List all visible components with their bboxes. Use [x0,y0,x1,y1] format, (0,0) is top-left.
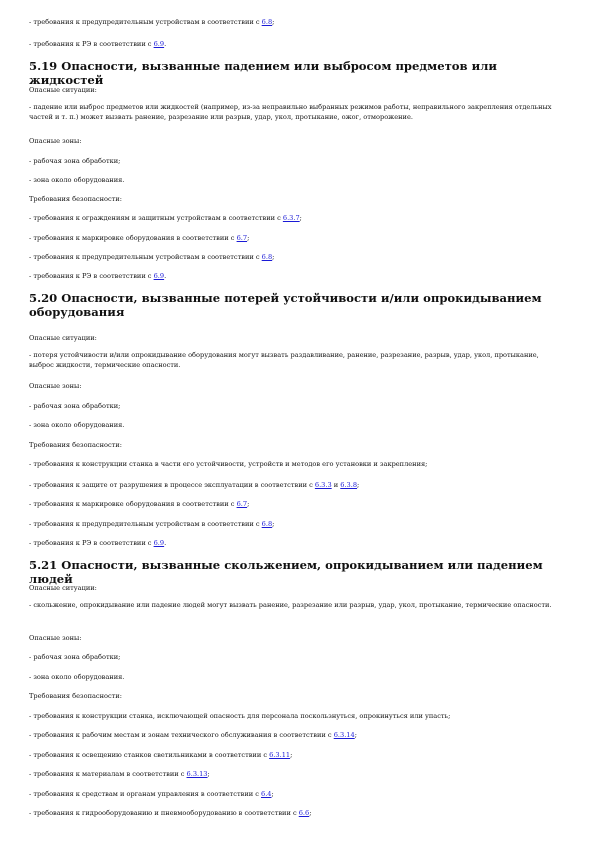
line-punctuation: ; [357,481,360,489]
section-reference-link[interactable]: 6.9 [153,40,165,48]
line-text: Опасные зоны: [29,634,82,642]
line-text: и [331,481,341,489]
section-reference-link[interactable]: 6.9 [153,539,165,547]
line-text: - требования к средствам и органам управления в соответствии с [29,790,261,798]
text-line [29,334,571,344]
hazard-description: - скольжение, опрокидывание или падение людей могут вызвать ранение, разрезание или разрыв, удар, укол, протыкание, термические опасности. [29,601,552,609]
section-reference-link[interactable]: 6.9 [153,272,165,280]
text-line [29,18,571,28]
text-line [29,520,571,530]
line-text: - требования к материалам в соответствии с [29,770,187,778]
line-text: - требования к маркировке оборудования в соответствии с [29,500,237,508]
text-line [29,214,571,224]
section-reference-link[interactable]: 6.3.11 [269,751,291,759]
text-line [29,272,571,282]
text-line [29,253,571,263]
line-punctuation: ; [272,520,275,528]
line-text: - зона около оборудования. [29,673,125,681]
line-text: Опасные ситуации: [29,334,97,342]
text-line [29,176,571,186]
section-reference-link[interactable]: 6.7 [236,500,248,508]
line-punctuation: ; [247,234,250,242]
text-line [29,673,571,683]
text-line [29,634,571,644]
line-text: - требования к конструкции станка в части его устойчивости, устройств и методов его установки и закрепления; [29,460,428,468]
line-text: - зона около оборудования. [29,421,125,429]
section-reference-link[interactable]: 6.7 [236,234,248,242]
line-punctuation: ; [207,770,210,778]
line-text: Требования безопасности: [29,441,122,449]
line-text: - требования к освещению станков светильниками в соответствии с [29,751,270,759]
line-text: - рабочая зона обработки; [29,653,121,661]
text-line [29,751,571,761]
line-text: Опасные зоны: [29,137,82,145]
text-line [29,402,571,412]
line-text: - требования к гидрооборудованию и пневмооборудованию в соответствии с [29,809,299,817]
line-text: - требования к РЭ в соответствии с [29,539,154,547]
text-line [29,382,571,392]
line-text: - требования к предупредительным устройствам в соответствии с [29,18,262,26]
line-punctuation: . [164,272,167,280]
line-text: - рабочая зона обработки; [29,402,121,410]
section-reference-link[interactable]: 6.3.7 [282,214,300,222]
line-text: - требования к конструкции станка, исключающей опасность для персонала поскользнуться, опрокинуться или упасть; [29,712,451,720]
line-text: - зона около оборудования. [29,176,125,184]
line-text: - требования к рабочим местам и зонам технического обслуживания в соответствии с [29,731,334,739]
line-text: - рабочая зона обработки; [29,157,121,165]
line-text: Опасные ситуации: [29,86,97,94]
section-heading: 5.20 Опасности, вызванные потерей устойчивости и/или опрокидыванием оборудования [29,291,542,319]
line-punctuation: ; [299,214,302,222]
section-heading: 5.19 Опасности, вызванные падением или выбросом предметов или жидкостей [29,59,497,87]
line-text: Требования безопасности: [29,195,122,203]
text-line [29,712,571,722]
line-text: - требования к защите от разрушения в процессе эксплуатации в соответствии с [29,481,315,489]
line-text: - требования к маркировке оборудования в соответствии с [29,234,237,242]
text-line [29,86,571,96]
section-heading: 5.21 Опасности, вызванные скольжением, опрокидыванием или падением людей [29,558,543,586]
section-reference-link[interactable]: 6.8 [261,253,273,261]
line-punctuation: ; [272,253,275,261]
text-line [29,441,571,451]
line-punctuation: ; [247,500,250,508]
text-line [29,790,571,800]
text-line [29,421,571,431]
text-line [29,195,571,205]
section-reference-link[interactable]: 6.4 [261,790,272,798]
section-reference-link[interactable]: 6.8 [261,18,273,26]
line-punctuation: ; [354,731,357,739]
section-reference-link[interactable]: 6.3.14 [333,731,355,739]
text-line [29,137,571,147]
line-text: - требования к предупредительным устройствам в соответствии с [29,520,262,528]
line-punctuation: ; [309,809,312,817]
line-punctuation: ; [290,751,293,759]
text-line [29,692,571,702]
text-line [29,500,571,510]
section-reference-link[interactable]: 6.3.3 [314,481,332,489]
text-line [29,539,571,549]
hazard-description: - потеря устойчивости и/или опрокидывание оборудования могут вызвать раздавливание, ранение, разрезание, разрыв, удар, укол, протыкание, выброс жидкости, термические опасности. [29,351,539,369]
text-line [29,460,571,470]
line-text: Требования безопасности: [29,692,122,700]
line-text: - требования к РЭ в соответствии с [29,272,154,280]
section-reference-link[interactable]: 6.3.8 [340,481,358,489]
text-line [29,653,571,663]
line-text: Опасные зоны: [29,382,82,390]
hazard-description: - падение или выброс предметов или жидкостей (например, из-за неправильно выбранных режимов работы, неправильного закрепления отдельных частей и т. п.) может вызвать ранение, разрезание или разрыв, удар, укол, протыкание, ожог, отморожение. [29,103,552,121]
line-text: - требования к РЭ в соответствии с [29,40,154,48]
line-text: - требования к ограждениям и защитным устройствам в соответствии с [29,214,283,222]
text-line [29,157,571,167]
section-reference-link[interactable]: 6.6 [298,809,310,817]
line-punctuation: . [164,40,167,48]
line-text: - требования к предупредительным устройствам в соответствии с [29,253,262,261]
section-reference-link[interactable]: 6.3.13 [186,770,208,778]
line-punctuation: ; [271,790,274,798]
line-punctuation: . [164,539,167,547]
text-line [29,481,571,491]
text-line [29,731,571,741]
text-line [29,234,571,244]
text-line [29,40,571,50]
text-line [29,770,571,780]
text-line [29,809,571,819]
line-punctuation: ; [272,18,275,26]
line-text: Опасные ситуации: [29,584,97,592]
section-reference-link[interactable]: 6.8 [261,520,273,528]
